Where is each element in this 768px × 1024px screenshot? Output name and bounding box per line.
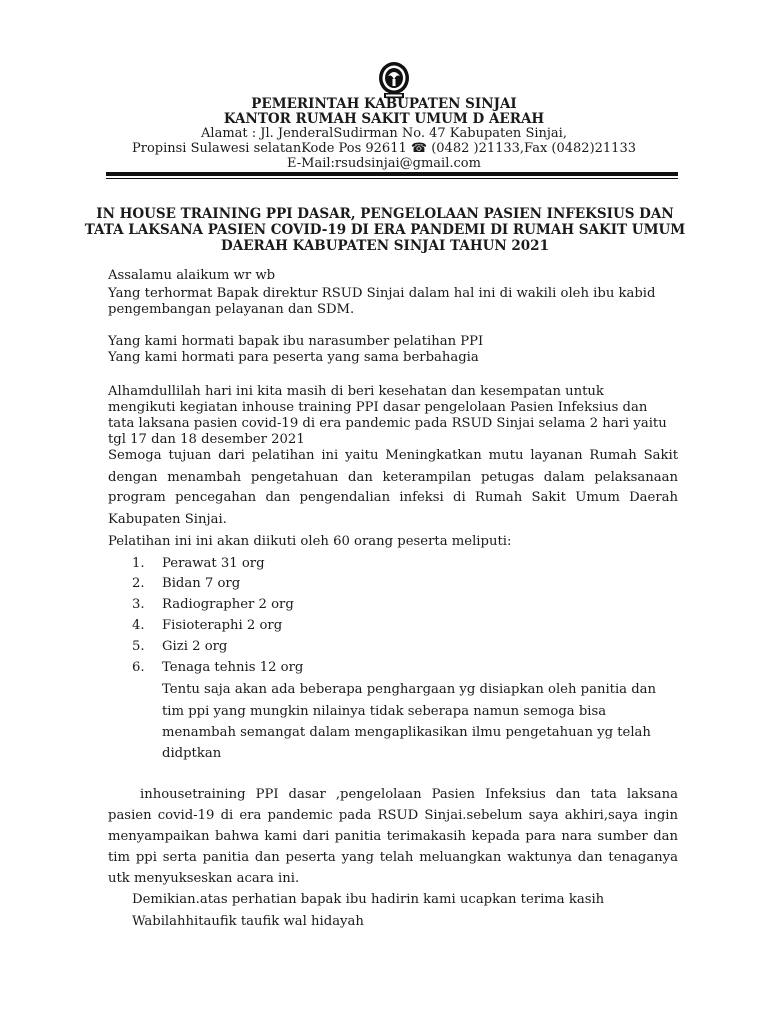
award-note-line: menambah semangat dalam mengaplikasikan ilmu pengetahuan yg telah [162, 725, 651, 740]
list-number: 6. [132, 660, 145, 675]
letterhead-divider-thin [106, 178, 678, 179]
document-title-line: IN HOUSE TRAINING PPI DASAR, PENGELOLAAN PASIEN INFEKSIUS DAN [96, 206, 674, 222]
list-number: 3. [132, 597, 145, 612]
letterhead-postal: Propinsi Sulawesi selatanKode Pos 92611 [132, 141, 411, 156]
list-item: Tenaga tehnis 12 org [162, 660, 304, 675]
paragraph-line: menyampaikan bahwa kami dari panitia terimakasih kepada para nara sumber dan [108, 829, 678, 844]
letterhead-government: PEMERINTAH KABUPATEN SINJAI [251, 96, 517, 112]
award-note-line: tim ppi yang mungkin nilainya tidak seberapa namun semoga bisa [162, 704, 607, 719]
paragraph-line: program pencegahan dan pengendalian infeksi di Rumah Sakit Umum Daerah [108, 490, 678, 505]
list-item: Perawat 31 org [162, 556, 265, 571]
list-number: 4. [132, 618, 145, 633]
letterhead-address-contact [60, 141, 708, 156]
greeting-salam: Assalamu alaikum wr wb [108, 268, 276, 283]
paragraph-line: Semoga tujuan dari pelatihan ini yaitu Meningkatkan mutu layanan Rumah Sakit [108, 448, 678, 463]
list-item: Fisioteraphi 2 org [162, 618, 283, 633]
list-item: Radiographer 2 org [162, 597, 294, 612]
letterhead-address: Alamat : Jl. JenderalSudirman No. 47 Kabupaten Sinjai, [201, 126, 567, 141]
letterhead-email: E-Mail:rsudsinjai@gmail.com [287, 156, 481, 171]
closing-prayer: Wabilahhitaufik taufik wal hidayah [132, 914, 364, 929]
list-number: 1. [132, 556, 145, 571]
paragraph-line: tata laksana pasien covid-19 di era pandemic pada RSUD Sinjai selama 2 hari yaitu [108, 416, 667, 431]
paragraph-line: mengikuti kegiatan inhouse training PPI dasar pengelolaan Pasien Infeksius dan [108, 400, 648, 415]
list-item: Gizi 2 org [162, 639, 228, 654]
telephone-icon: ☎ [410, 141, 428, 156]
letterhead-divider [106, 172, 678, 176]
paragraph-line: Alhamdullilah hari ini kita masih di beri kesehatan dan kesempatan untuk [108, 384, 604, 399]
greeting-speakers: Yang kami hormati bapak ibu narasumber pelatihan PPI [108, 334, 484, 349]
paragraph-line: Kabupaten Sinjai. [108, 512, 227, 527]
closing-thanks: Demikian.atas perhatian bapak ibu hadirin kami ucapkan terima kasih [132, 892, 605, 907]
letterhead-hospital: KANTOR RUMAH SAKIT UMUM D AERAH [223, 111, 545, 127]
list-item: Bidan 7 org [162, 576, 241, 591]
greeting-director: pengembangan pelayanan dan SDM. [108, 302, 355, 317]
paragraph-line: tim ppi serta panitia dan peserta yang telah meluangkan waktunya dan tenaganya [108, 850, 678, 865]
letterhead-phone-fax: (0482 )21133,Fax (0482)21133 [427, 141, 636, 156]
greeting-director: Yang terhormat Bapak direktur RSUD Sinjai dalam hal ini di wakili oleh ibu kabid [108, 286, 656, 301]
paragraph-line: tgl 17 dan 18 desember 2021 [108, 432, 305, 447]
participants-intro: Pelatihan ini ini akan diikuti oleh 60 orang peserta meliputi: [108, 534, 512, 549]
paragraph-line: utk menyukseskan acara ini. [108, 871, 300, 886]
document-title-line: DAERAH KABUPATEN SINJAI TAHUN 2021 [221, 238, 549, 254]
regency-seal-icon [374, 60, 414, 100]
document-title-line: TATA LAKSANA PASIEN COVID-19 DI ERA PANDEMI DI RUMAH SAKIT UMUM [84, 222, 686, 238]
list-number: 2. [132, 576, 145, 591]
greeting-participants: Yang kami hormati para peserta yang sama berbahagia [108, 350, 479, 365]
list-number: 5. [132, 639, 145, 654]
award-note-line: Tentu saja akan ada beberapa penghargaan yg disiapkan oleh panitia dan [162, 682, 657, 697]
paragraph-line: dengan menambah pengetahuan dan keterampilan petugas dalam pelaksanaan [108, 470, 678, 485]
paragraph-line: inhousetraining PPI dasar ,pengelolaan Pasien Infeksius dan tata laksana [140, 787, 678, 802]
paragraph-line: pasien covid-19 di era pandemic pada RSUD Sinjai.sebelum saya akhiri,saya ingin [108, 808, 678, 823]
award-note-line: didptkan [162, 746, 222, 761]
